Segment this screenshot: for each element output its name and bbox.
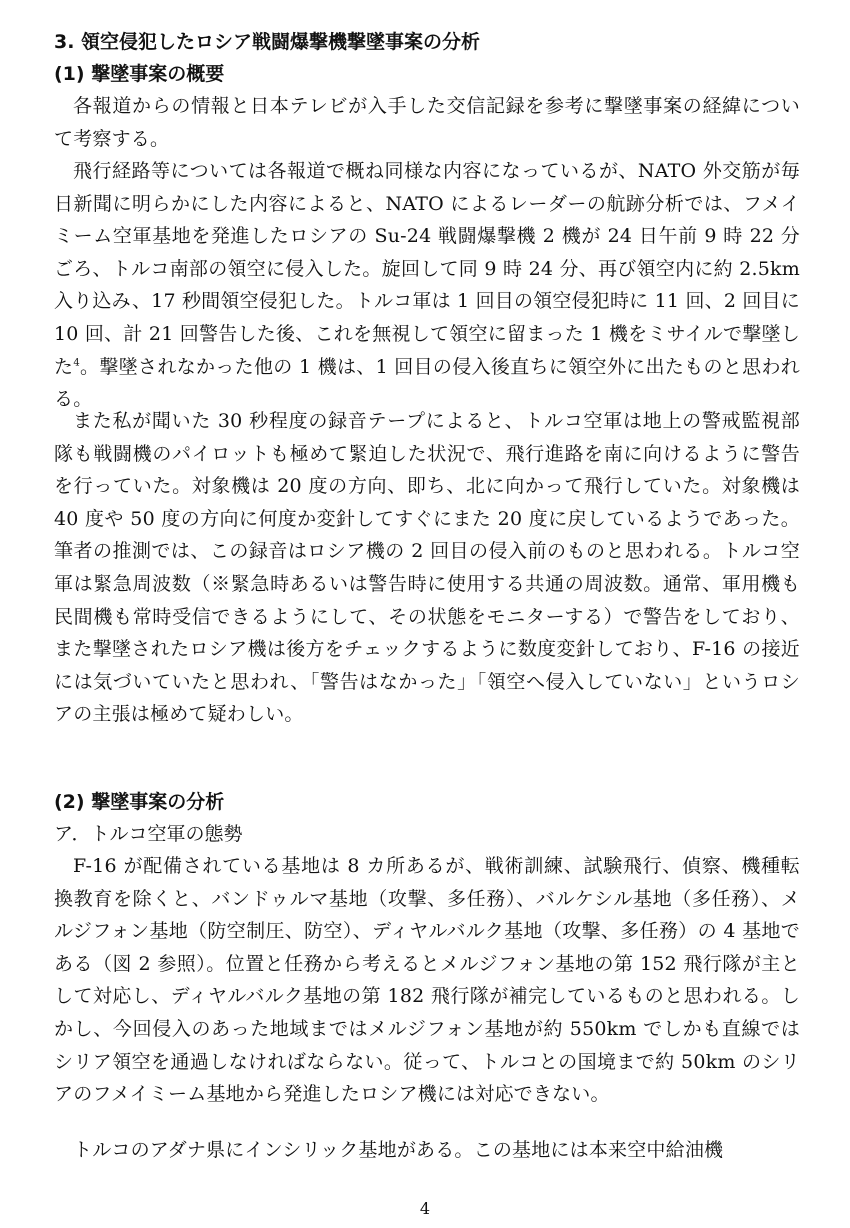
page-number: 4 bbox=[419, 1199, 431, 1218]
paragraph-recording: また私が聞いた 30 秒程度の録音テープによると、トルコ空軍は地上の警戒監視部隊も戦闘機のパイロットも極めて緊迫した状況で、飛行進路を南に向けるように警告を行っていた。対象機は 20 度の方向、即ち、北に向かって飛行していた。対象機は 40 度や 50 度の方向に何度か変針してすぐにまた 20 度に戻しているようであった。筆者の推測では、この録音はロシア機の 2 回目の侵入前のものと思われる。トルコ空軍は緊急周波数（※緊急時あるいは警告時に使用する共通の周波数。通常、軍用機も民間機も常時受信できるようにして、その状態をモニターする）で警告をしており、また撃墜されたロシア機は後方をチェックするように数度変針しており、F-16 の接近には気づいていたと思われ、「警告はなかった」「領空へ侵入していない」というロシアの主張は極めて疑わしい。 bbox=[54, 410, 800, 726]
paragraph-intro: 各報道からの情報と日本テレビが入手した交信記録を参考に撃墜事案の経緯について考察する。 bbox=[54, 95, 800, 150]
paragraph-flight-path-tail: 。撃墜されなかった他の 1 機は、1 回目の侵入後直ちに領空外に出たものと思われる。 bbox=[54, 355, 800, 411]
paragraph-flight-path bbox=[54, 155, 800, 416]
section-heading: 3. 領空侵犯したロシア戦闘爆撃機撃墜事案の分析 bbox=[54, 31, 481, 53]
paragraph-f16-bases: F-16 が配備されている基地は 8 カ所あるが、戦術訓練、試験飛行、偵察、機種転換教育を除くと、バンドゥルマ基地（攻撃、多任務）、バルケシル基地（多任務）、メルジフォン基地（防空制圧、防空）、ディヤルバルク基地（攻撃、多任務）の 4 基地である（図 2 参照）。位置と任務から考えるとメルジフォン基地の第 152 飛行隊が主として対応し、ディヤルバルク基地の第 182 飛行隊が補完しているものと思われる。しかし、今回侵入のあった地域まではメルジフォン基地が約 550km でしかも直線ではシリア領空を通過しなければならない。従って、トルコとの国境まで約 50km のシリアのフメイミーム基地から発進したロシア機には対応できない。 bbox=[54, 855, 800, 1106]
subsection-heading-analysis: (2) 撃墜事案の分析 bbox=[54, 791, 225, 813]
subsection-heading-overview: (1) 撃墜事案の概要 bbox=[54, 63, 225, 85]
item-heading-turkish-air-force: ア．トルコ空軍の態勢 bbox=[54, 823, 243, 845]
paragraph-flight-path-text: 飛行経路等については各報道で概ね同様な内容になっているが、NATO 外交筋が毎日新聞に明らかにした内容によると、NATO によるレーダーの航跡分析では、フメイミーム空軍基地を発進したロシアの Su-24 戦闘爆撃機 2 機が 24 日午前 9 時 22 分ごろ、トルコ南部の領空に侵入した。旋回して同 9 時 24 分、再び領空内に約 2.5km 入り込み、17 秒間領空侵犯した。トルコ軍は 1 回目の領空侵犯時に 11 回、2 回目に 10 回、計 21 回警告した後、これを無視して領空に留まった 1 機をミサイルで撃墜した bbox=[54, 160, 800, 378]
footnote-reference: 4 bbox=[73, 357, 80, 369]
paragraph-incirlik: トルコのアダナ県にインシリック基地がある。この基地には本来空中給油機 bbox=[73, 1139, 724, 1161]
